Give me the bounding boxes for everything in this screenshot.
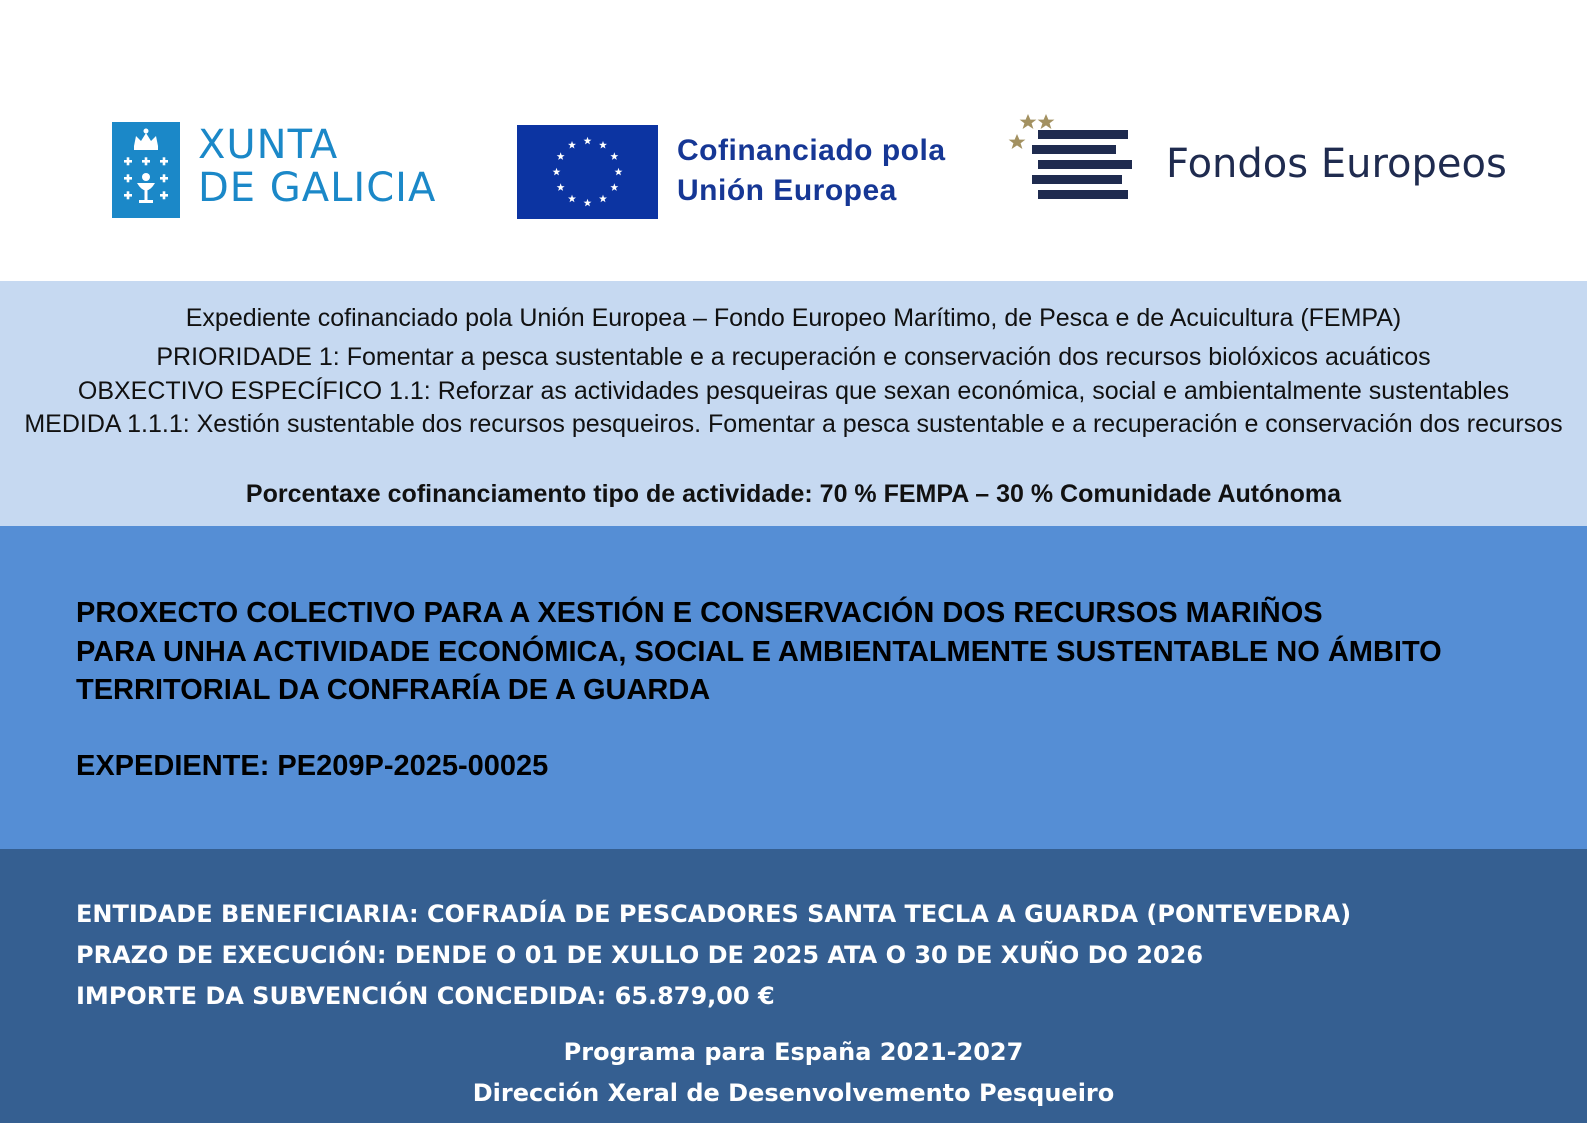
priority-text: PRIORIDADE 1: Fomentar a pesca sustentable e a recuperación e conservación dos recursos biolóxicos acuáticos bbox=[156, 343, 1431, 371]
directorate-text: Dirección Xeral de Desenvolvemento Pesqueiro bbox=[472, 1079, 1115, 1107]
project-title-line-1: PROXECTO COLECTIVO PARA A XESTIÓN E CONSERVACIÓN DOS RECURSOS MARIÑOS bbox=[76, 597, 1323, 629]
project-band bbox=[0, 526, 1587, 849]
fondos-europeos-logo-text: Fondos Europeos bbox=[1166, 141, 1507, 187]
eu-logo-line-1: Cofinanciado pola bbox=[677, 134, 946, 167]
project-title-line-2: PARA UNHA ACTIVIDADE ECONÓMICA, SOCIAL E AMBIENTALMENTE SUSTENTABLE NO ÁMBITO bbox=[76, 635, 1442, 668]
funding-intro-text: Expediente cofinanciado pola Unión Europea – Fondo Europeo Marítimo, de Pesca e de Acuicultura (FEMPA) bbox=[185, 304, 1402, 332]
funding-info-band bbox=[0, 281, 1587, 526]
grant-amount-text: IMPORTE DA SUBVENCIÓN CONCEDIDA: 65.879,00 € bbox=[76, 982, 775, 1010]
eu-logo-line-2: Unión Europea bbox=[677, 174, 897, 207]
logo-header bbox=[0, 0, 1587, 281]
objective-text: OBXECTIVO ESPECÍFICO 1.1: Reforzar as actividades pesqueiras que sexan económica, social e ambientalmente sustentables bbox=[77, 377, 1510, 405]
xunta-logo-text bbox=[198, 124, 436, 210]
beneficiary-details bbox=[76, 894, 1351, 1017]
xunta-logo-line-1: XUNTA bbox=[198, 122, 339, 168]
project-title-line-3: TERRITORIAL DA CONFRARÍA DE A GUARDA bbox=[76, 674, 711, 706]
project-title bbox=[76, 594, 1576, 710]
programme-text: Programa para España 2021-2027 bbox=[563, 1038, 1024, 1066]
expediente-number: EXPEDIENTE: PE209P-2025-00025 bbox=[76, 750, 549, 782]
xunta-logo-line-2: DE GALICIA bbox=[198, 165, 437, 211]
programme-footer bbox=[0, 1032, 1587, 1114]
eu-flag-icon bbox=[517, 125, 658, 219]
galicia-coat-of-arms-icon bbox=[112, 122, 180, 218]
beneficiary-text: ENTIDADE BENEFICIARIA: COFRADÍA DE PESCADORES SANTA TECLA A GUARDA (PONTEVEDRA) bbox=[76, 900, 1352, 928]
fondos-europeos-mark-icon bbox=[1008, 114, 1148, 210]
cofinancing-percentage-text: Porcentaxe cofinanciamento tipo de actividade: 70 % FEMPA – 30 % Comunidade Autónoma bbox=[245, 480, 1342, 508]
details-band bbox=[0, 849, 1587, 1123]
measure-text: MEDIDA 1.1.1: Xestión sustentable dos recursos pesqueiros. Fomentar a pesca sustentable e a recuperación e conservación dos recursos bbox=[24, 410, 1563, 438]
eu-logo-text bbox=[677, 131, 946, 211]
execution-period-text: PRAZO DE EXECUCIÓN: DENDE O 01 DE XULLO DE 2025 ATA O 30 DE XUÑO DO 2026 bbox=[76, 941, 1204, 969]
funding-lines bbox=[0, 340, 1587, 408]
